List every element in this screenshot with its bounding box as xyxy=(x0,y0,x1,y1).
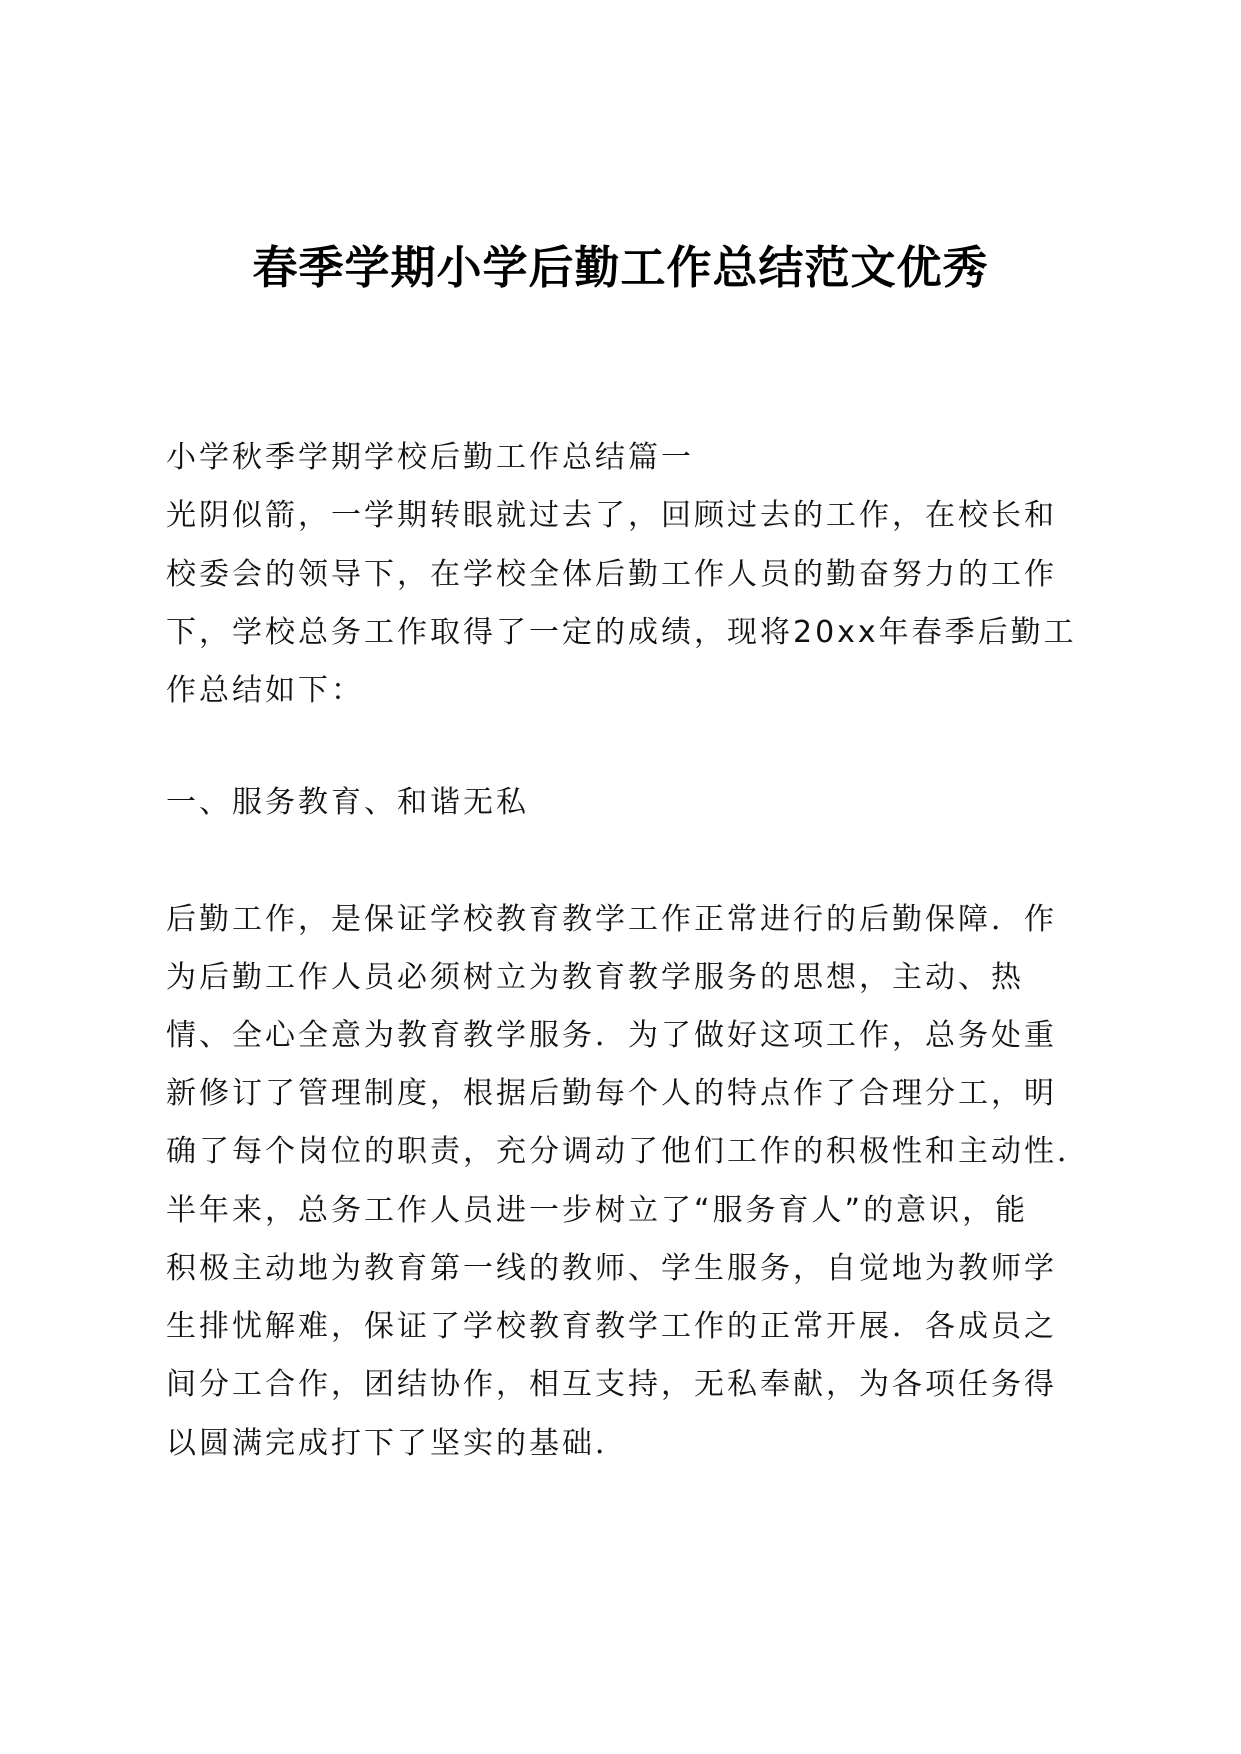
intro-line: 下，学校总务工作取得了一定的成绩，现将20xx年春季后勤工 xyxy=(166,615,1077,650)
intro-line: 作总结如下： xyxy=(166,673,364,708)
body-line: 半年来，总务工作人员进一步树立了“服务育人”的意识，能 xyxy=(166,1193,1029,1228)
section-heading: 一、服务教育、和谐无私 xyxy=(166,785,529,820)
body-line: 以圆满完成打下了坚实的基础． xyxy=(166,1426,628,1461)
body-line: 为后勤工作人员必须树立为教育教学服务的思想，主动、热 xyxy=(166,960,1024,995)
body-line: 确了每个岗位的职责，充分调动了他们工作的积极性和主动性． xyxy=(166,1134,1090,1169)
body-line: 间分工合作，团结协作，相互支持，无私奉献，为各项任务得 xyxy=(166,1367,1057,1402)
intro-line: 光阴似箭，一学期转眼就过去了，回顾过去的工作，在校长和 xyxy=(166,498,1057,533)
body-line: 生排忧解难，保证了学校教育教学工作的正常开展．各成员之 xyxy=(166,1309,1057,1344)
section-subtitle: 小学秋季学期学校后勤工作总结篇一 xyxy=(166,440,694,475)
body-line: 积极主动地为教育第一线的教师、学生服务，自觉地为教师学 xyxy=(166,1251,1057,1286)
body-line: 情、全心全意为教育教学服务．为了做好这项工作，总务处重 xyxy=(166,1018,1057,1053)
body-line: 后勤工作，是保证学校教育教学工作正常进行的后勤保障．作 xyxy=(166,902,1057,937)
document-title: 春季学期小学后勤工作总结范文优秀 xyxy=(252,241,989,294)
intro-line: 校委会的领导下，在学校全体后勤工作人员的勤奋努力的工作 xyxy=(166,557,1057,592)
body-line: 新修订了管理制度，根据后勤每个人的特点作了合理分工，明 xyxy=(166,1076,1057,1111)
